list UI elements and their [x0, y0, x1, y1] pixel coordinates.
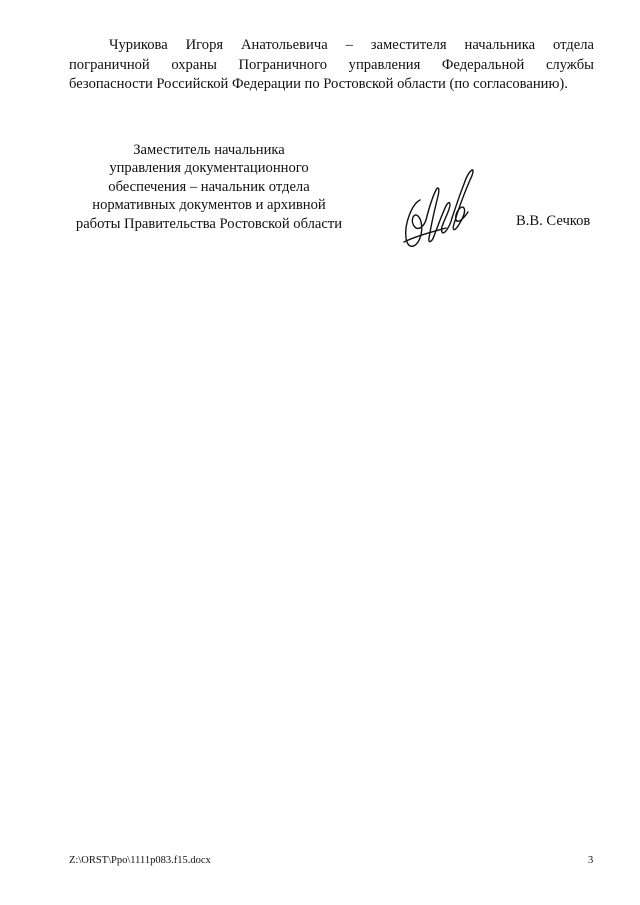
handwritten-signature-icon	[398, 166, 484, 256]
page-number: 3	[588, 855, 594, 866]
word: Игоря	[185, 37, 224, 53]
word: управления	[348, 56, 421, 73]
signer-position-line: управления документационного	[109, 160, 309, 177]
word: отдела	[553, 37, 594, 53]
word: охраны	[171, 56, 217, 73]
word: –	[345, 37, 353, 53]
word: Анатольевича	[241, 37, 328, 53]
footer-file-path: Z:\ORST\Ppo\1111p083.f15.docx	[69, 855, 211, 866]
signer-position-line: Заместитель начальника	[133, 142, 285, 158]
word: службы	[545, 56, 594, 73]
paragraph-line-2	[69, 56, 594, 76]
word: Федеральной	[441, 56, 525, 73]
body-paragraph	[69, 36, 594, 95]
word: пограничной	[69, 56, 150, 73]
signer-position-line: работы Правительства Ростовской области	[75, 215, 343, 232]
word: Чурикова	[109, 37, 168, 53]
word: заместителя	[370, 37, 447, 53]
signer-position	[66, 141, 352, 233]
word: начальника	[464, 37, 536, 53]
signer-name: В.В. Сечков	[516, 213, 591, 229]
word: Пограничного	[238, 56, 328, 73]
paragraph-line-1	[69, 36, 594, 56]
paragraph-line-3: безопасности Российской Федерации по Ростовской области (по согласованию).	[69, 76, 568, 92]
signer-position-line: обеспечения – начальник отдела	[108, 178, 310, 195]
signer-position-line: нормативных документов и архивной	[92, 197, 326, 214]
